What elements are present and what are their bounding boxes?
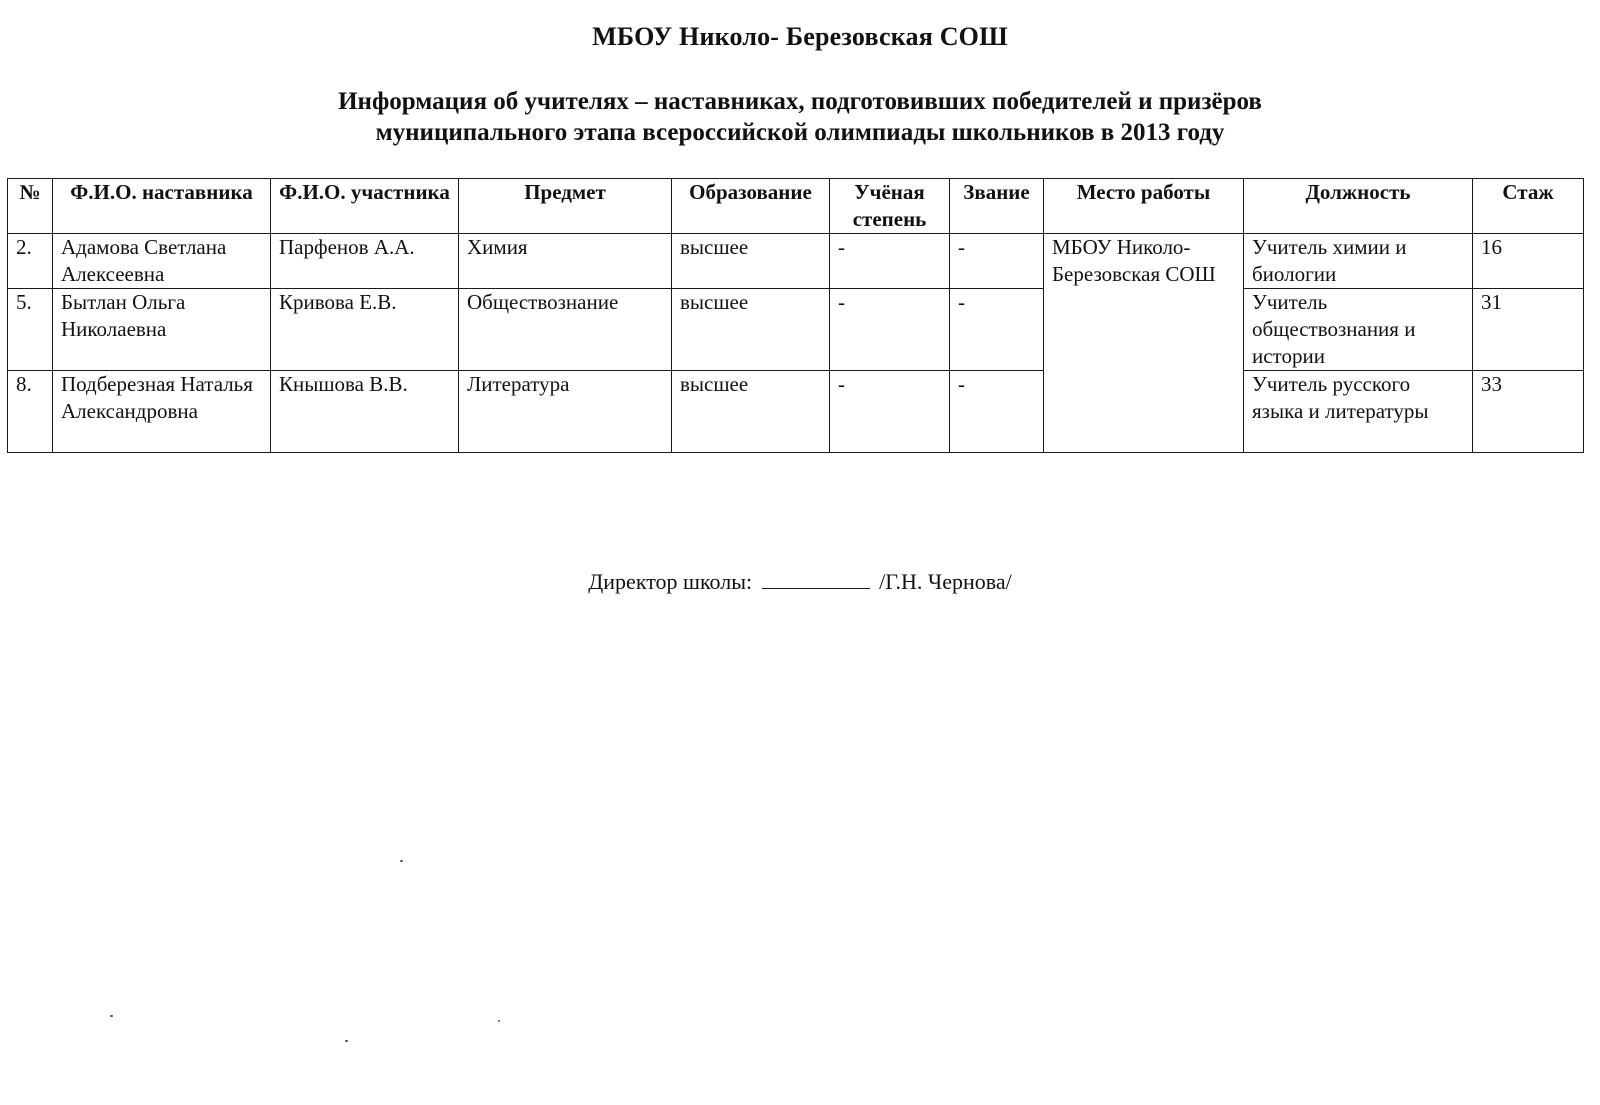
signature-label: Директор школы:: [588, 569, 753, 594]
header-mentor: Ф.И.О. наставника: [53, 179, 271, 234]
header-workplace: Место работы: [1044, 179, 1244, 234]
row-num: 5.: [8, 289, 53, 371]
header-rank: Звание: [950, 179, 1044, 234]
row-position: Учитель обществознания и истории: [1244, 289, 1473, 371]
row-degree: -: [830, 371, 950, 453]
document-heading: [0, 86, 1600, 148]
row-subject: Обществознание: [459, 289, 672, 371]
row-num: 2.: [8, 234, 53, 289]
header-education: Образование: [672, 179, 830, 234]
table-row: [8, 234, 1584, 289]
scan-speck: [345, 1040, 348, 1042]
header-position: Должность: [1244, 179, 1473, 234]
row-mentor: Бытлан Ольга Николаевна: [53, 289, 271, 371]
row-subject: Химия: [459, 234, 672, 289]
table-header-row: [8, 179, 1584, 234]
mentors-table: [7, 178, 1584, 453]
row-degree: -: [830, 234, 950, 289]
header-participant: Ф.И.О. участника: [271, 179, 459, 234]
row-num: 8.: [8, 371, 53, 453]
row-participant: Кнышова В.В.: [271, 371, 459, 453]
row-workplace: МБОУ Николо-Березовская СОШ: [1044, 234, 1244, 453]
header-degree: Учёная степень: [830, 179, 950, 234]
row-subject: Литература: [459, 371, 672, 453]
signature-line: [0, 568, 1600, 595]
row-mentor: Адамова Светлана Алексеевна: [53, 234, 271, 289]
scan-speck: [110, 1015, 113, 1017]
row-position: Учитель химии и биологии: [1244, 234, 1473, 289]
row-rank: -: [950, 289, 1044, 371]
row-education: высшее: [672, 289, 830, 371]
row-education: высшее: [672, 371, 830, 453]
header-experience: Стаж: [1473, 179, 1584, 234]
school-name: МБОУ Николо- Березовская СОШ: [592, 22, 1008, 51]
signature-blank: [762, 568, 870, 589]
scan-speck: [498, 1020, 500, 1022]
heading-line-2: муниципального этапа всероссийской олимпиады школьников в 2013 году: [375, 119, 1225, 146]
table-row: [8, 371, 1584, 453]
signature-name: /Г.Н. Чернова/: [879, 569, 1012, 594]
row-participant: Кривова Е.В.: [271, 289, 459, 371]
header-num: №: [8, 179, 53, 234]
scan-speck: [400, 860, 403, 862]
row-degree: -: [830, 289, 950, 371]
row-participant: Парфенов А.А.: [271, 234, 459, 289]
row-experience: 33: [1473, 371, 1584, 453]
row-rank: -: [950, 234, 1044, 289]
row-rank: -: [950, 371, 1044, 453]
row-mentor: Подберезная Наталья Александровна: [53, 371, 271, 453]
header-subject: Предмет: [459, 179, 672, 234]
table-row: [8, 289, 1584, 371]
heading-line-1: Информация об учителях – наставниках, подготовивших победителей и призёров: [338, 88, 1262, 115]
row-experience: 31: [1473, 289, 1584, 371]
row-position: Учитель русского языка и литературы: [1244, 371, 1473, 453]
row-education: высшее: [672, 234, 830, 289]
row-experience: 16: [1473, 234, 1584, 289]
